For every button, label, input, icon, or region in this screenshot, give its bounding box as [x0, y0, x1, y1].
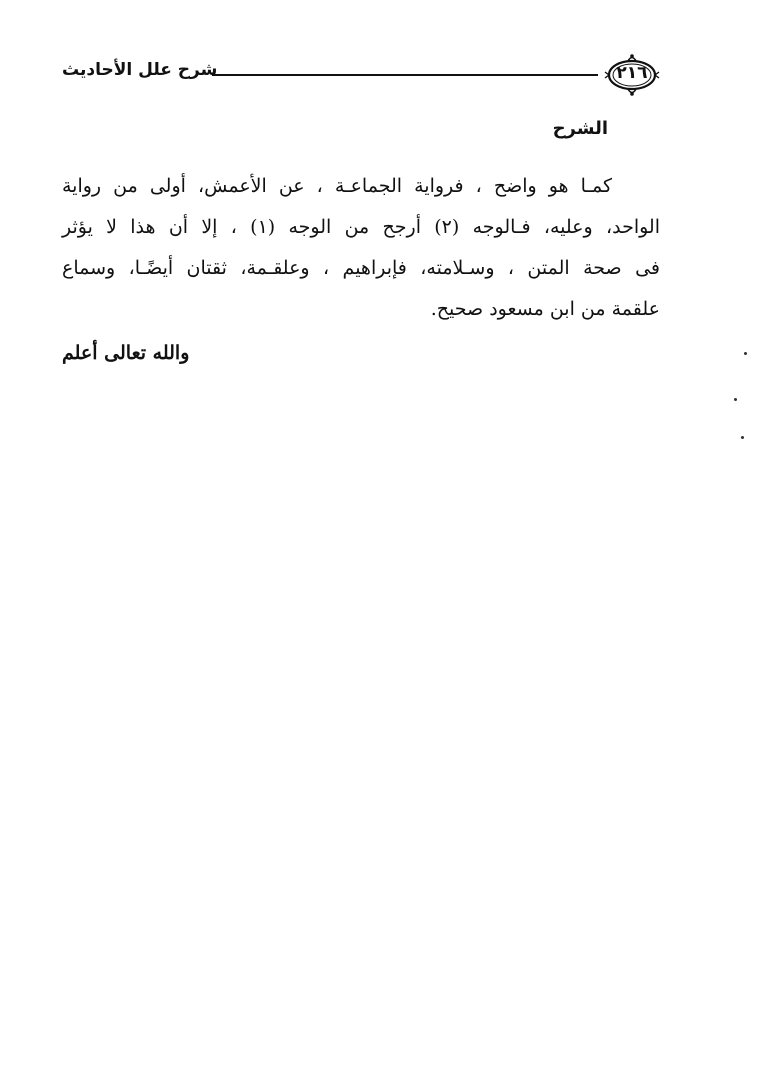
- body-line-4: علقمة من ابن مسعود صحيح.: [430, 298, 660, 320]
- scan-speck: [734, 398, 737, 401]
- closing-phrase: والله تعالى أعلم: [62, 342, 190, 364]
- header-rule: [212, 74, 598, 76]
- section-heading: الشرح: [552, 118, 608, 139]
- scan-speck: [744, 352, 747, 355]
- body-line-1: كمـا هو واضح ، فرواية الجماعـة ، عن الأعمش، أولى من رواية: [62, 175, 612, 197]
- page-number-badge: [604, 52, 660, 98]
- page-number: ٢١٦: [616, 63, 648, 83]
- page-header: [62, 52, 660, 100]
- scan-speck: [741, 436, 744, 439]
- body-line-2: الواحد، وعليه، فـالوجه (٢) أرجح من الوجه (١) ، إلا أن هذا لا يؤثر: [62, 216, 660, 238]
- running-title: شرح علل الأحاديث: [62, 60, 218, 80]
- body-line-3: فى صحة المتن ، وسـلامته، فإبراهيم ، وعلقـمة، ثقتان أيضًـا، وسماع: [62, 257, 660, 279]
- body-paragraph: [62, 166, 660, 330]
